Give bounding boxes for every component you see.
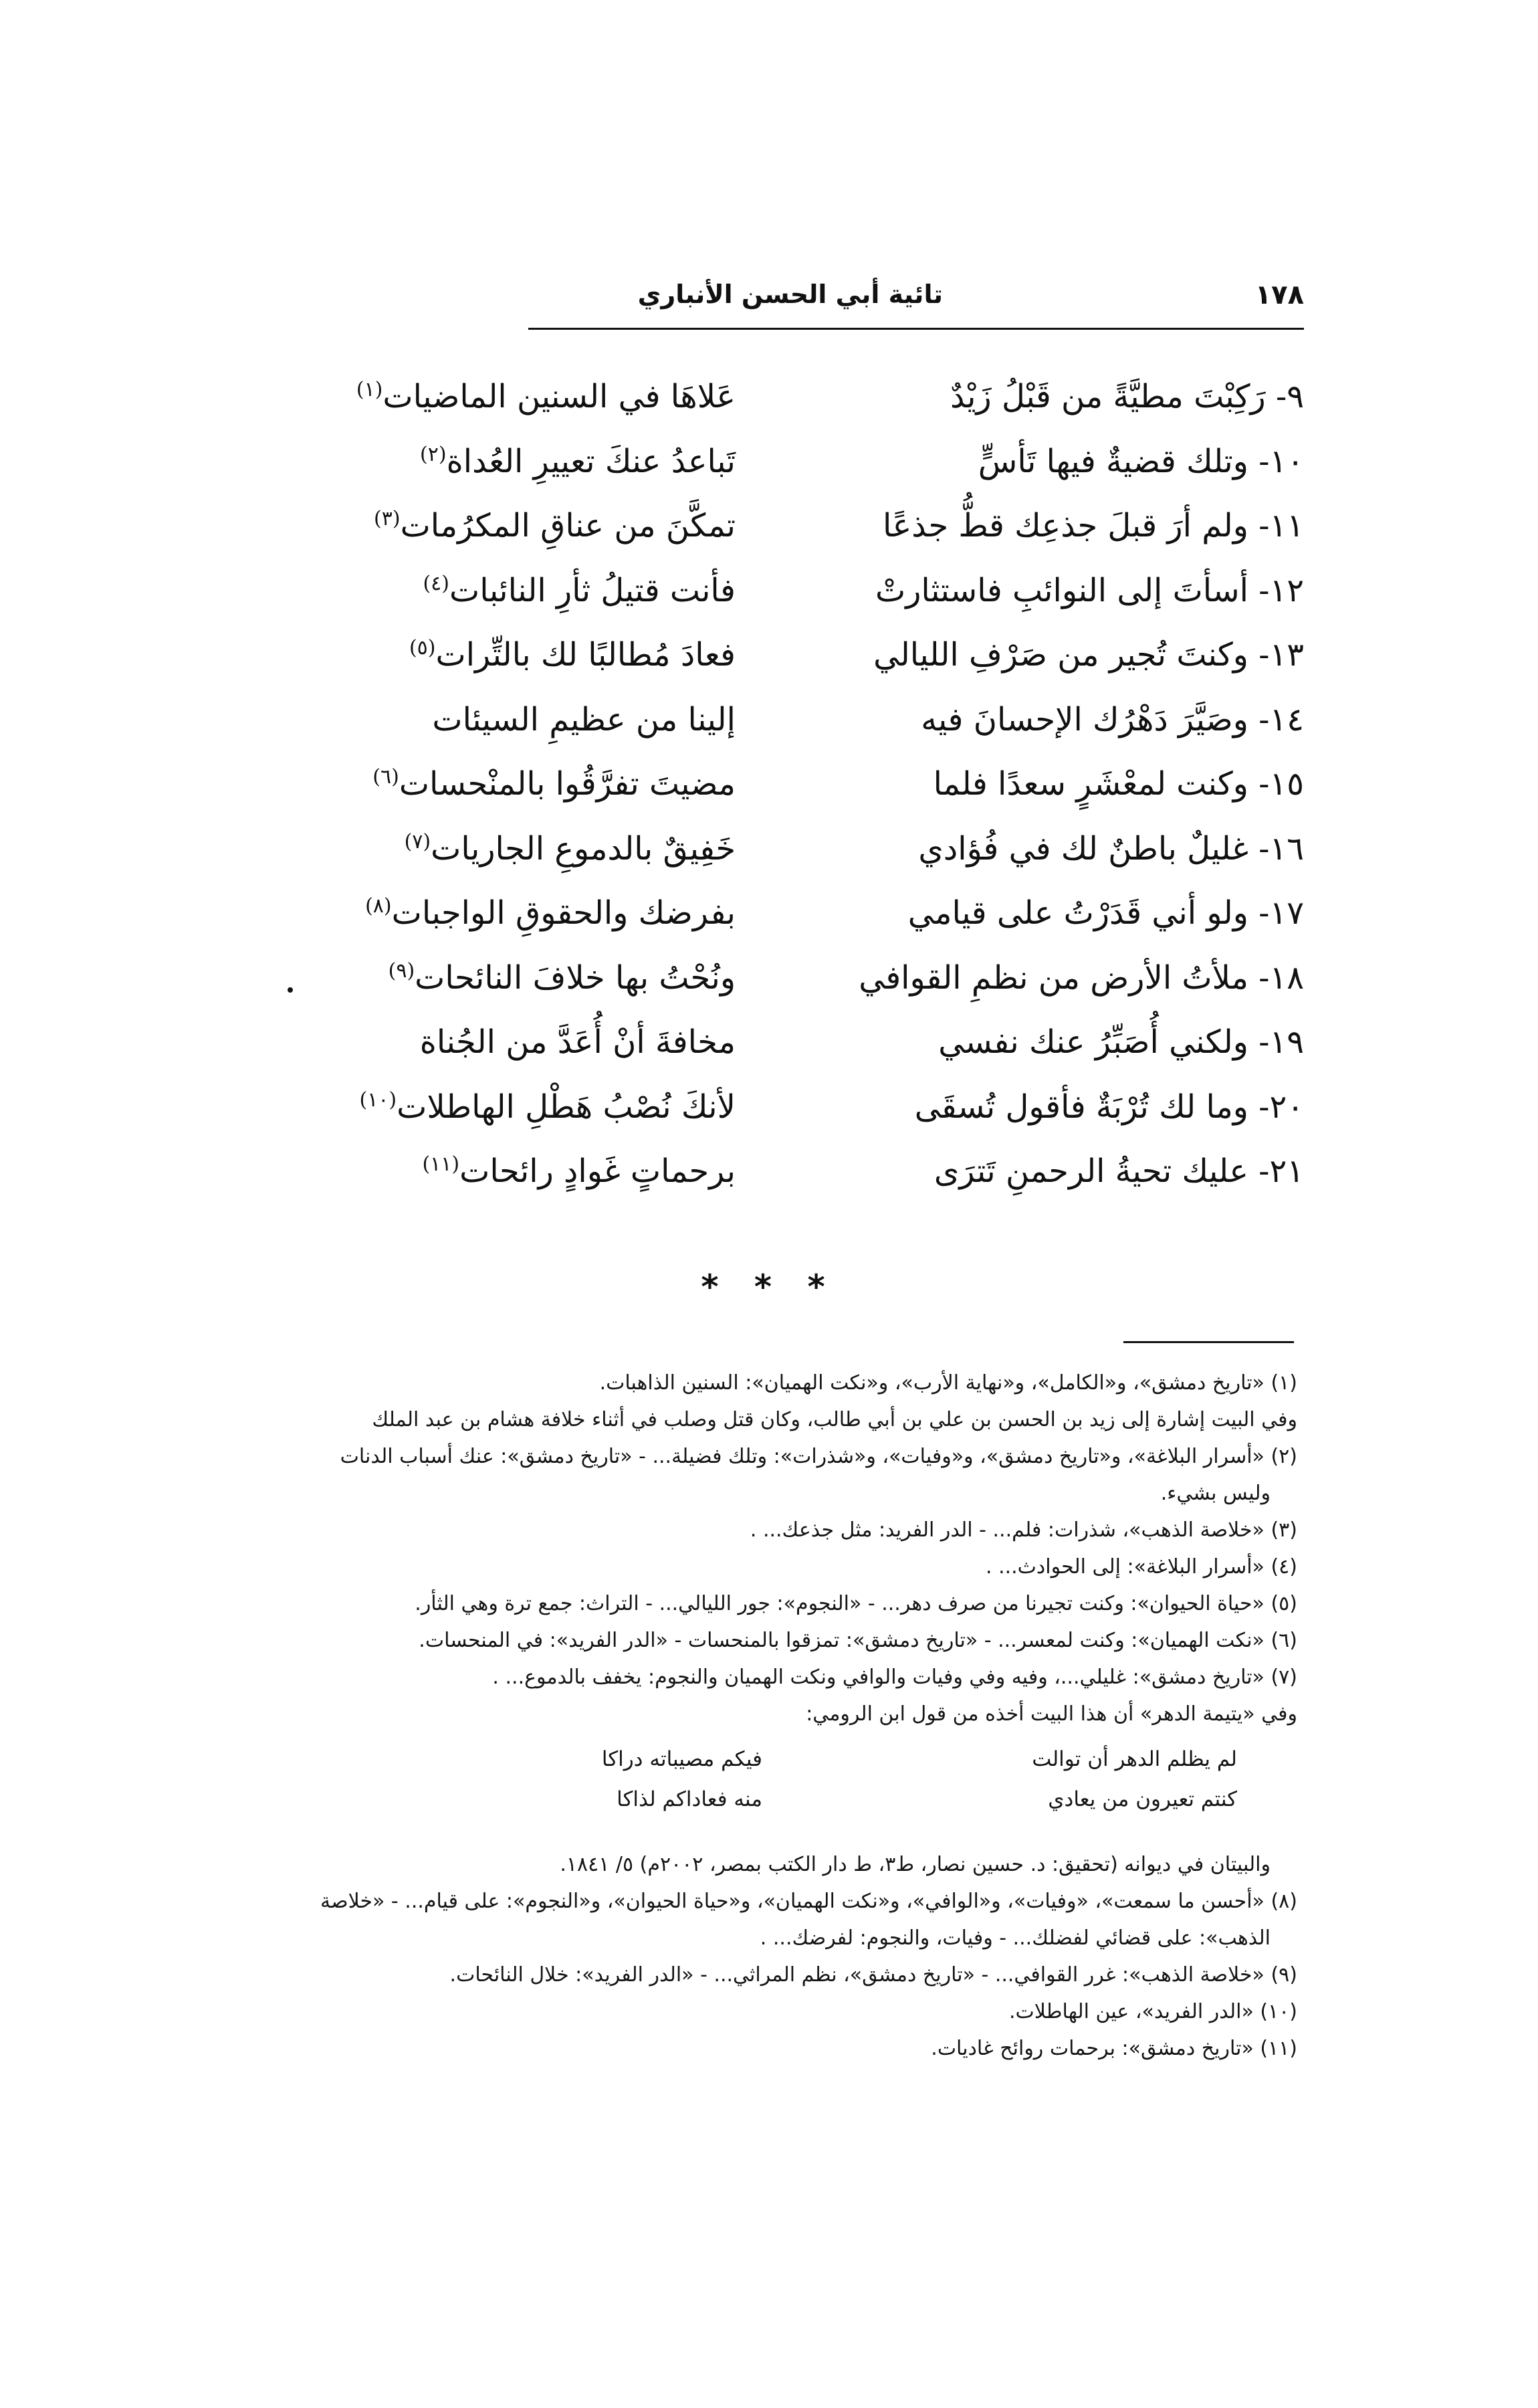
verse-line	[334, 623, 1304, 688]
verse-line	[334, 1139, 1304, 1204]
hemistich-text: خَفِيقٌ بالدموعِ الجاريات	[431, 829, 736, 868]
verse-first-hemistich: ١٥- وكنت لمعْشَرٍ سعدًا فلما	[933, 765, 1304, 803]
page-number: ١٧٨	[1254, 280, 1304, 310]
footnote-line: (٣) «خلاصة الذهب»، شذرات: فلم... - الدر الفريد: مثل جذعك... .	[750, 1518, 1297, 1542]
verse-first-hemistich: ١٨- ملأتُ الأرض من نظمِ القوافي	[859, 959, 1304, 997]
verse-second-hemistich	[321, 623, 736, 688]
hemistich-text: بفرضك والحقوقِ الواجبات	[391, 894, 736, 932]
verse-first-hemistich: ١٣- وكنتَ تُجير من صَرْفِ الليالي	[873, 636, 1304, 674]
verse-second-hemistich	[321, 1139, 736, 1204]
footnote-line: (٨) «أحسن ما سمعت»، «وفيات»، و«الوافي»، و«نكت الهميان»، و«حياة الحيوان»، و«النجوم»: على قيام... - «خلاصة	[320, 1890, 1297, 1913]
verse-first-hemistich: ١٦- غليلٌ باطنٌ لك في فُؤادي	[918, 829, 1304, 868]
verse-line	[334, 365, 1304, 429]
footnote-line: (٥) «حياة الحيوان»: وكنت تجيرنا من صرف دهر... - «النجوم»: جور الليالي... - التراث: جمع ترة وهي الثأر.	[415, 1592, 1297, 1615]
verse-line	[334, 1010, 1304, 1075]
verse-second-hemistich	[321, 559, 736, 623]
footnote-marker: (٩)	[388, 959, 415, 983]
quoted-verse	[288, 1779, 1297, 1819]
quoted-verse	[288, 1739, 1297, 1779]
footnote-marker: (١٠)	[359, 1088, 397, 1112]
verse-second-hemistich	[321, 1010, 736, 1075]
hemistich-text: لأنكَ نُصْبُ هَطْلِ الهاطلات	[397, 1088, 736, 1126]
footnote-line: وفي البيت إشارة إلى زيد بن الحسن بن علي بن أبي طالب، وكان قتل وصلب في أثناء خلافة هشام بن عبد الملك	[372, 1408, 1297, 1431]
footnote-marker: (٢)	[420, 442, 447, 466]
footnote-line: وليس بشيء.	[1160, 1482, 1271, 1505]
footnote-line: والبيتان في ديوانه (تحقيق: د. حسين نصار، ط٣، ط دار الكتب بمصر، ٢٠٠٢م) ٥/ ١٨٤١.	[560, 1853, 1271, 1876]
verse-first-hemistich: ١٧- ولو أني قَدَرْتُ على قيامي	[907, 894, 1304, 932]
verse-second-hemistich	[321, 688, 736, 752]
hemistich-text: فعادَ مُطالبًا لك بالتِّرات	[435, 636, 736, 674]
verse-first-hemistich: ١٤- وصَيَّرَ دَهْرُك الإحسانَ فيه	[921, 700, 1304, 738]
hemistich-text: تمكَّنَ من عناقِ المكرُمات	[400, 507, 736, 544]
footnote-marker: (٣)	[374, 507, 401, 530]
hemistich-text: تَباعدُ عنكَ تعييرِ العُداة	[446, 442, 736, 480]
verse-second-hemistich	[321, 752, 736, 817]
hemistich-text: فأنت قتيلُ ثأرِ النائبات	[449, 571, 736, 609]
footnote-line: (١) «تاريخ دمشق»، و«الكامل»، و«نهاية الأرب»، و«نكت الهميان»: السنين الذاهبات.	[599, 1371, 1297, 1395]
verse-line	[334, 817, 1304, 882]
verse-second-hemistich	[321, 817, 736, 882]
verse-first-hemistich: ٢٠- وما لك تُرْبَةٌ فأقول تُسقَى	[914, 1088, 1304, 1126]
footnote-line: (٩) «خلاصة الذهب»: غرر القوافي... - «تاريخ دمشق»، نظم المراثي... - «الدر الفريد»: خلال النائحات.	[449, 1963, 1297, 1987]
page-header	[528, 274, 1304, 330]
section-separator: * * *	[701, 1268, 837, 1306]
footnote-marker: (٤)	[423, 571, 449, 595]
footnote-line: (١٠) «الدر الفريد»، عين الهاطلات.	[1009, 2000, 1297, 2023]
verse-second-hemistich	[321, 429, 736, 494]
verse-second-hemistich	[321, 494, 736, 559]
verse-second-hemistich	[321, 946, 736, 1011]
footnote-line: (٧) «تاريخ دمشق»: غليلي...، وفيه وفي وفيات والوافي ونكت الهميان والنجوم: يخفف بالدموع... .	[492, 1666, 1297, 1689]
hemistich-text: برحماتٍ غَوادٍ رائحات	[459, 1152, 736, 1190]
verse-second-hemistich	[321, 881, 736, 946]
hemistich-text: عَلاهَا في السنين الماضيات	[382, 378, 736, 415]
verse-first-hemistich: ٩- رَكِبْتَ مطيَّةً من قَبْلُ زَيْدٌ	[950, 378, 1304, 415]
footnote-marker: (١١)	[422, 1152, 460, 1176]
footnote-marker: (١)	[356, 378, 383, 401]
verse-second-hemistich	[321, 1075, 736, 1140]
verse-first-hemistich: ٢١- عليك تحيةُ الرحمنِ تَترَى	[933, 1152, 1304, 1190]
verse-line	[334, 881, 1304, 946]
footnote-line: وفي «يتيمة الدهر» أن هذا البيت أخذه من قول ابن الرومي:	[806, 1702, 1297, 1726]
footnotes-part-2	[288, 1846, 1297, 2067]
footnote-line: الذهب»: على قضائي لفضلك... - وفيات، والنجوم: لفرضك... .	[760, 1926, 1271, 1950]
verse-line	[334, 1075, 1304, 1140]
hemistich-text: ونُحْتُ بها خلافَ النائحات	[415, 959, 736, 997]
hemistich-text: مضيتَ تفرَّقُوا بالمنْحسات	[399, 765, 736, 803]
quoted-second-hemistich: فيكم مصيباته دراكا	[601, 1747, 762, 1771]
verse-line	[334, 688, 1304, 752]
footnotes	[288, 1365, 1297, 2067]
quoted-first-hemistich: لم يظلم الدهر أن توالت	[1032, 1747, 1237, 1771]
verse-second-hemistich	[321, 365, 736, 429]
verse-line	[334, 429, 1304, 494]
footnote-line: (٢) «أسرار البلاغة»، و«تاريخ دمشق»، و«وفيات»، و«شذرات»: وتلك فضيلة... - «تاريخ دمشق»: عنك أسباب الدنات	[340, 1445, 1297, 1468]
footnote-marker: (٨)	[365, 894, 392, 918]
verse-line	[334, 752, 1304, 817]
footnote-line: (٤) «أسرار البلاغة»: إلى الحوادث... .	[986, 1555, 1297, 1579]
verse-first-hemistich: ١١- ولم أرَ قبلَ جذعِك قطُّ جذعًا	[883, 507, 1304, 544]
verse-line	[334, 494, 1304, 559]
verse-first-hemistich: ١٢- أسأتَ إلى النوائبِ فاستثارتْ	[875, 571, 1304, 609]
footnotes-part-1	[288, 1365, 1297, 1732]
stray-mark	[288, 987, 293, 993]
verse-first-hemistich: ١٠- وتلك قضيةٌ فيها تَأسٍّ	[978, 442, 1304, 480]
quoted-second-hemistich: منه فعاداكم لذاكا	[617, 1787, 762, 1811]
running-title: تائية أبي الحسن الأنباري	[637, 280, 943, 309]
hemistich-text: مخافةَ أنْ أُعَدَّ من الجُناة	[419, 1023, 736, 1061]
footnote-marker: (٧)	[404, 829, 431, 854]
footnote-line: (١١) «تاريخ دمشق»: برحمات روائح غاديات.	[931, 2037, 1297, 2060]
verse-first-hemistich: ١٩- ولكني أُصَبِّرُ عنك نفسي	[938, 1023, 1304, 1061]
footnote-line: (٦) «نكت الهميان»: وكنت لمعسر... - «تاريخ دمشق»: تمزقوا بالمنحسات - «الدر الفريد»: في المنحسات.	[419, 1629, 1297, 1652]
quoted-verses	[288, 1739, 1297, 1819]
footnote-marker: (٥)	[409, 636, 436, 660]
poem	[334, 365, 1304, 1204]
verse-line	[334, 559, 1304, 623]
quoted-first-hemistich: كنتم تعيرون من يعادي	[1048, 1787, 1237, 1811]
verse-line	[334, 946, 1304, 1011]
footnote-marker: (٦)	[372, 765, 399, 789]
footnote-rule	[1123, 1341, 1294, 1343]
hemistich-text: إلينا من عظيمِ السيئات	[432, 700, 736, 738]
